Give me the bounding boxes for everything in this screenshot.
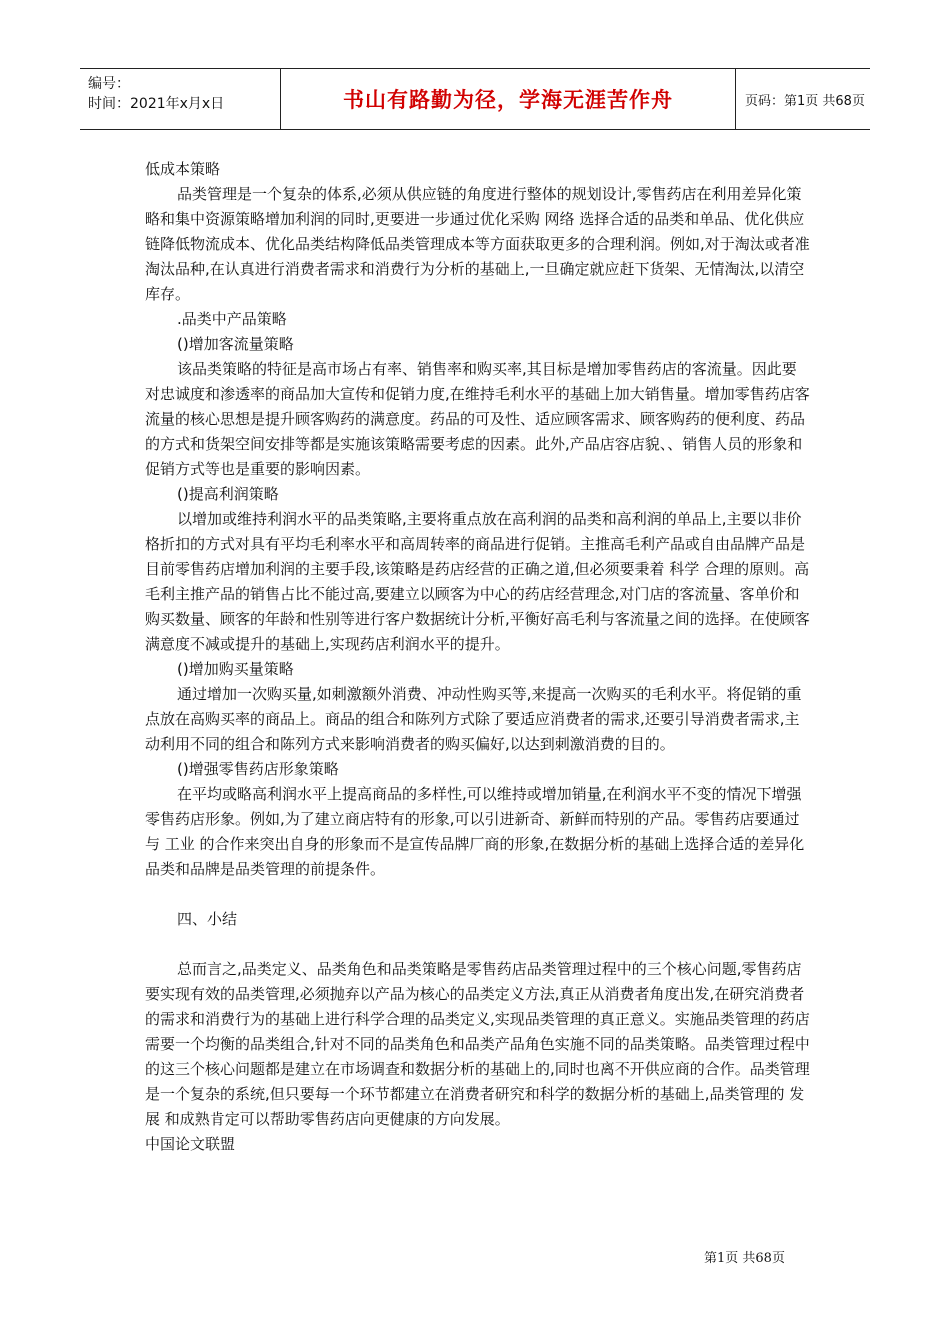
page-footer-number: 第1页 共68页 [704,1251,785,1266]
paragraph: 在平均或略高利润水平上提高商品的多样性,可以维持或增加销量,在利润水平不变的情况下增强零售药店形象。例如,为了建立商店特有的形象,可以引进新奇、新鲜而特别的产品。零售药店要通过与 工业 的合作来突出自身的形象而不是宣传品牌厂商的形象,在数据分析的基础上选择合适的差异化品类和品牌是品类管理的前提条件。 [145,785,805,878]
paragraph: 该品类策略的特征是高市场占有率、销售率和购买率,其目标是增加零售药店的客流量。因此要对忠诚度和渗透率的商品加大宣传和促销力度,在维持毛利水平的基础上加大销售量。增加零售药店客流量的核心思想是提升顾客购药的满意度。药品的可及性、适应顾客需求、顾客购药的便利度、药品的方式和货架空间安排等都是实施该策略需要考虑的因素。此外,产品店容店貌、、销售人员的形象和促销方式等也是重要的影响因素。 [145,360,810,478]
blank-line [145,932,810,957]
document-body [145,157,810,1157]
paragraph: .品类中产品策略 [177,310,287,328]
document-number-label: 编号： [88,76,130,92]
paragraph: 以增加或维持利润水平的品类策略,主要将重点放在高利润的品类和高利润的单品上,主要以非价格折扣的方式对具有平均毛利率水平和高周转率的商品进行促销。主推高毛利产品或自由品牌产品是目前零售药店增加利润的主要手段,该策略是药店经营的正确之道,但必须要秉着 科学 合理的原则。高毛利主推产品的销售占比不能过高,要建立以顾客为中心的药店经营理念,对门店的客流量、客单价和购买数量、顾客的年龄和性别等进行客户数据统计分析,平衡好高毛利与客流量之间的选择。在使顾客满意度不减或提升的基础上,实现药店利润水平的提升。 [145,510,810,653]
header-page-cell [735,69,870,129]
header-meta-cell [80,69,280,129]
paragraph: 通过增加一次购买量,如刺激额外消费、冲动性购买等,来提高一次购买的毛利水平。将促销的重点放在高购买率的商品上。商品的组合和陈列方式除了要适应消费者的需求,还要引导消费者需求,主动利用不同的组合和陈列方式来影响消费者的购买偏好,以达到刺激消费的目的。 [145,685,802,753]
paragraph: 品类管理是一个复杂的体系,必须从供应链的角度进行整体的规划设计,零售药店在利用差异化策略和集中资源策略增加利润的同时,更要进一步通过优化采购 网络 选择合适的品类和单品、优化供应链降低物流成本、优化品类结构降低品类管理成本等方面获取更多的合理利润。例如,对于淘汰或者准淘汰品种,在认真进行消费者需求和消费行为分析的基础上,一旦确定就应赶下货架、无情淘汰,以清空库存。 [145,185,810,303]
paragraph: 总而言之,品类定义、品类角色和品类策略是零售药店品类管理过程中的三个核心问题,零售药店要实现有效的品类管理,必须抛弃以产品为核心的品类定义方法,真正从消费者角度出发,在研究消费者的需求和消费行为的基础上进行科学合理的品类定义,实现品类管理的真正意义。实施品类管理的药店需要一个均衡的品类组合,针对不同的品类角色和品类产品角色实施不同的品类策略。品类管理过程中的这三个核心问题都是建立在市场调查和数据分析的基础上的,同时也离不开供应商的合作。品类管理是一个复杂的系统,但只要每一个环节都建立在消费者研究和科学的数据分析的基础上,品类管理的 发展 和成熟肯定可以帮助零售药店向更健康的方向发展。 [145,960,810,1128]
page-header [80,68,870,130]
document-time-label: 时间：2021年x月x日 [88,96,225,112]
header-page-code: 页码：第1页 共68页 [745,93,865,109]
header-motto-cell [280,69,736,129]
paragraph: ()增加购买量策略 [177,660,294,678]
paragraph: 低成本策略 [145,160,221,178]
paragraph: 中国论文联盟 [145,1135,236,1153]
blank-line [145,882,810,907]
paragraph: ()提高利润策略 [177,485,279,503]
header-motto: 书山有路勤为径，学海无涯苦作舟 [343,87,673,112]
paragraph: ()增强零售药店形象策略 [177,760,339,778]
paragraph: ()增加客流量策略 [177,335,294,353]
paragraph: 四、小结 [177,910,238,928]
